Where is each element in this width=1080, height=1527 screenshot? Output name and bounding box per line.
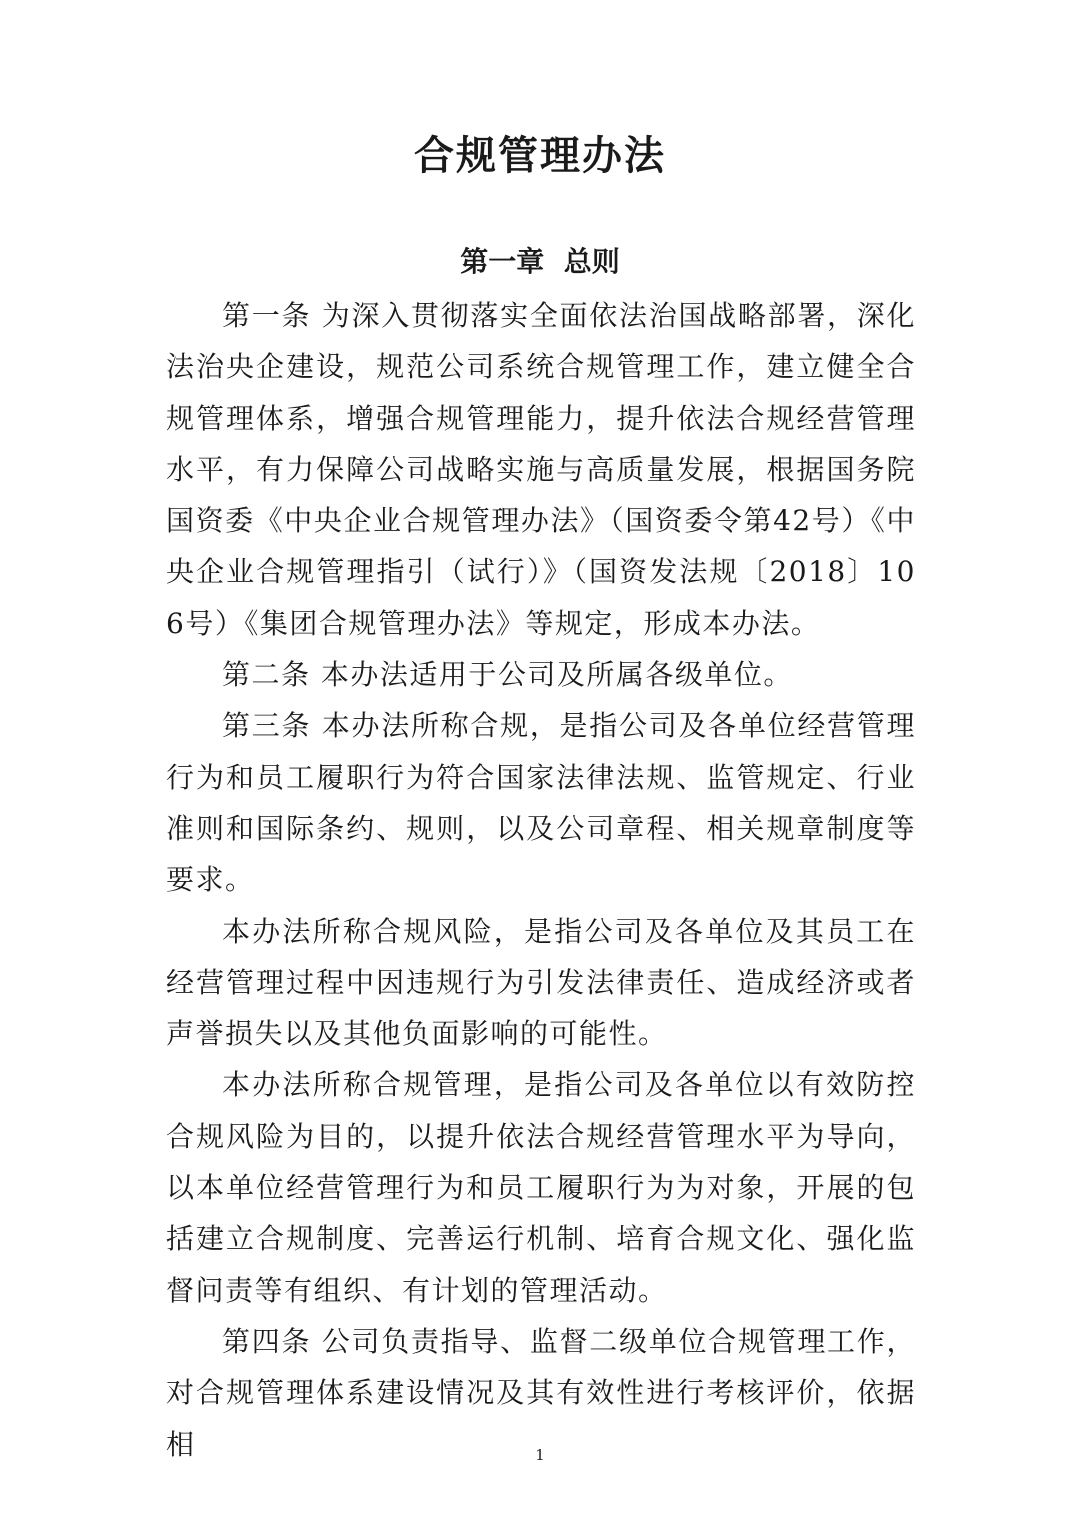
paragraph-compliance-management: 本办法所称合规管理，是指公司及各单位以有效防控合规风险为目的，以提升依法合规经营管理水平为导向，以本单位经营管理行为和员工履职行为为对象，开展的包括建立合规制度、完善运行机制、培育合规文化、强化监督问责等有组织、有计划的管理活动。 (166, 1068, 916, 1307)
page-number: 1 (535, 1446, 545, 1464)
document-body (166, 290, 916, 1470)
paragraph-article-3: 第三条 本办法所称合规，是指公司及各单位经营管理行为和员工履职行为符合国家法律法规、监管规定、行业准则和国际条约、规则，以及公司章程、相关规章制度等要求。 (166, 709, 916, 897)
paragraph-compliance-risk: 本办法所称合规风险，是指公司及各单位及其员工在经营管理过程中因违规行为引发法律责任、造成经济或者声誉损失以及其他负面影响的可能性。 (166, 914, 916, 1051)
paragraph-article-4: 第四条 公司负责指导、监督二级单位合规管理工作，对合规管理体系建设情况及其有效性进行考核评价，依据相 (166, 1324, 916, 1461)
document-title: 合规管理办法 (414, 133, 666, 179)
paragraph-article-2: 第二条 本办法适用于公司及所属各级单位。 (222, 658, 793, 692)
paragraph-article-1: 第一条 为深入贯彻落实全面依法治国战略部署，深化法治央企建设，规范公司系统合规管理工作，建立健全合规管理体系，增强合规管理能力，提升依法合规经营管理水平，有力保障公司战略实施与高质量发展，根据国务院国资委《中央企业合规管理办法》（国资委令第42号）《中央企业合规管理指引（试行）》（国资发法规〔2018〕106号）《集团合规管理办法》等规定，形成本办法。 (166, 299, 916, 640)
chapter-heading: 第一章 总则 (460, 245, 620, 278)
